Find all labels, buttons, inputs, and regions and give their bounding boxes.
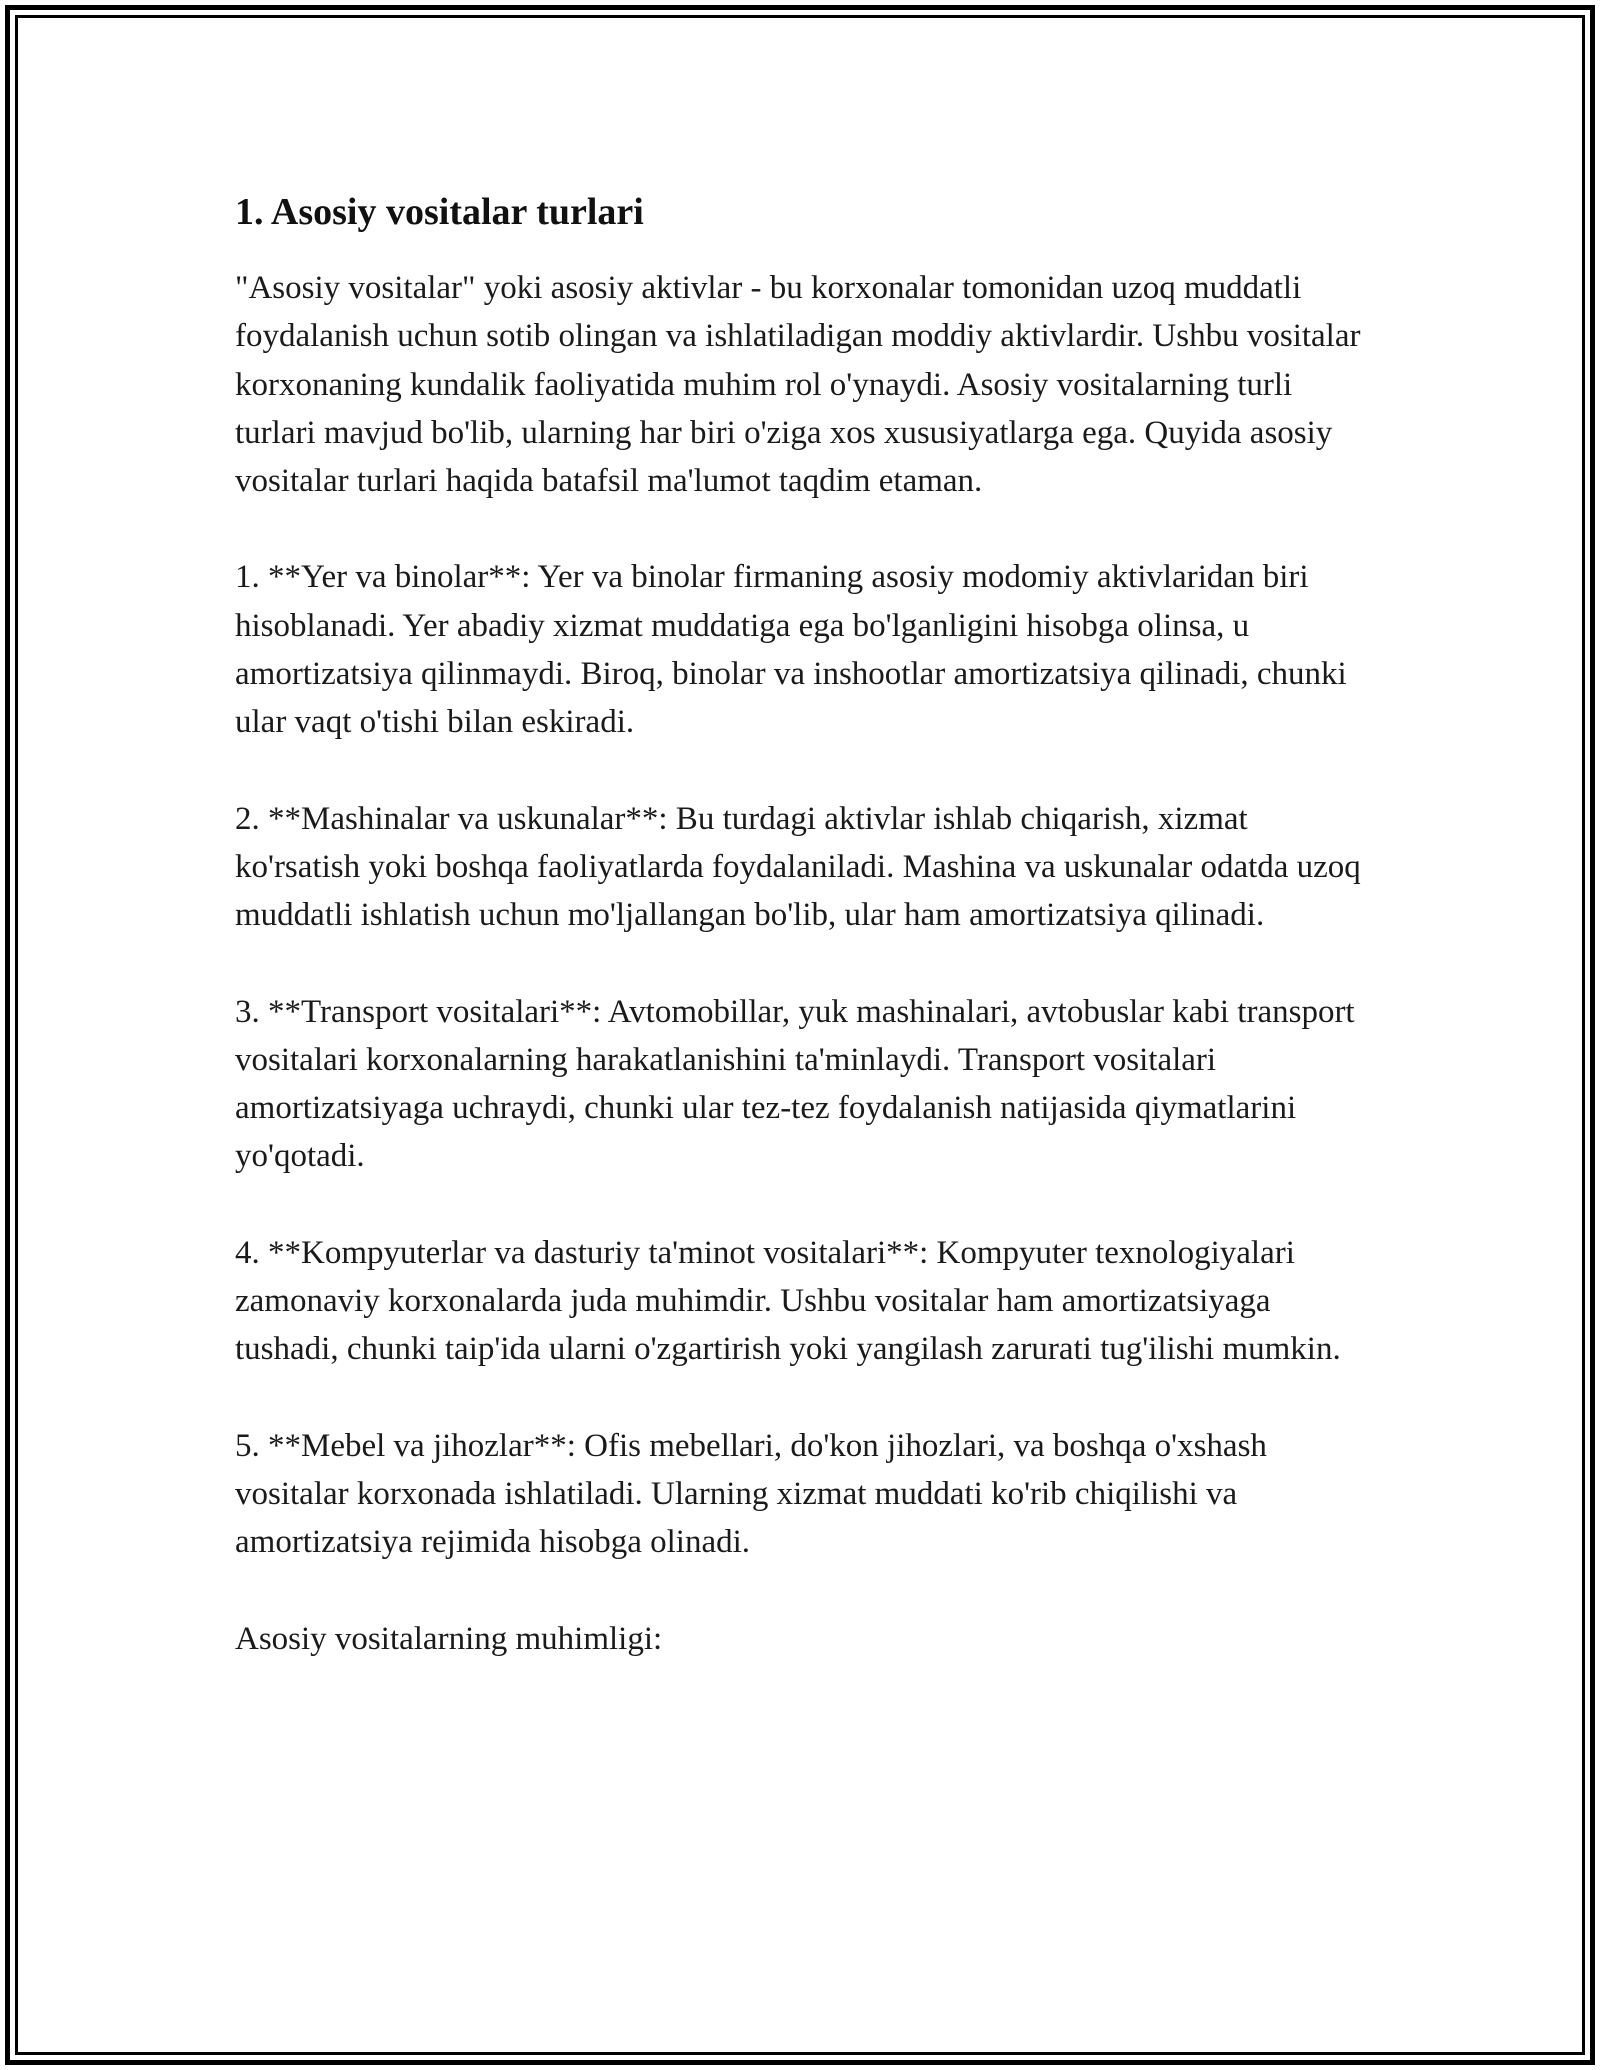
section-heading: 1. Asosiy vositalar turlari <box>235 191 644 233</box>
document-body <box>235 188 1375 1663</box>
subheading-muhimligi: Asosiy vositalarning muhimligi: <box>235 1620 663 1657</box>
list-item-mebel-va-jihozlar: 5. **Mebel va jihozlar**: Ofis mebellari, do'kon jihozlari, va boshqa o'xshash vositalar korxonada ishlatiladi. Ularning xizmat muddati ko'rib chiqilishi va amortizatsiya rejimida hisobga olinadi. <box>235 1427 1267 1561</box>
list-item-mashinalar-va-uskunalar: 2. **Mashinalar va uskunalar**: Bu turdagi aktivlar ishlab chiqarish, xizmat ko'rsatish yoki boshqa faoliyatlarda foydalaniladi. Mashina va uskunalar odatda uzoq muddatli ishlatish uchun mo'ljallangan bo'lib, ular ham amortizatsiya qilinadi. <box>235 800 1361 934</box>
list-item-transport-vositalari: 3. **Transport vositalari**: Avtomobillar, yuk mashinalari, avtobuslar kabi transport vositalari korxonalarning harakatlanishini ta'minlaydi. Transport vositalari amortizatsiyaga uchraydi, chunki ular tez-tez foydalanish natijasida qiymatlarini yo'qotadi. <box>235 993 1355 1175</box>
intro-paragraph: "Asosiy vositalar" yoki asosiy aktivlar - bu korxonalar tomonidan uzoq muddatli foydalanish uchun sotib olingan va ishlatiladigan moddiy aktivlardir. Ushbu vositalar korxonaning kundalik faoliyatida muhim rol o'ynaydi. Asosiy vositalarning turli turlari mavjud bo'lib, ularning har biri o'ziga xos xususiyatlarga ega. Quyida asosiy vositalar turlari haqida batafsil ma'lumot taqdim etaman. <box>235 270 1361 500</box>
list-item-kompyuterlar: 4. **Kompyuterlar va dasturiy ta'minot vositalari**: Kompyuter texnologiyalari zamonaviy korxonalarda juda muhimdir. Ushbu vositalar ham amortizatsiyaga tushadi, chunki taip'ida ularni o'zgartirish yoki yangilash zarurati tug'ilishi mumkin. <box>235 1234 1341 1368</box>
list-item-yer-va-binolar: 1. **Yer va binolar**: Yer va binolar firmaning asosiy modomiy aktivlaridan biri hisoblanadi. Yer abadiy xizmat muddatiga ega bo'lganligini hisobga olinsa, u amortizatsiya qilinmaydi. Biroq, binolar va inshootlar amortizatsiya qilinadi, chunki ular vaqt o'tishi bilan eskiradi. <box>235 559 1347 741</box>
